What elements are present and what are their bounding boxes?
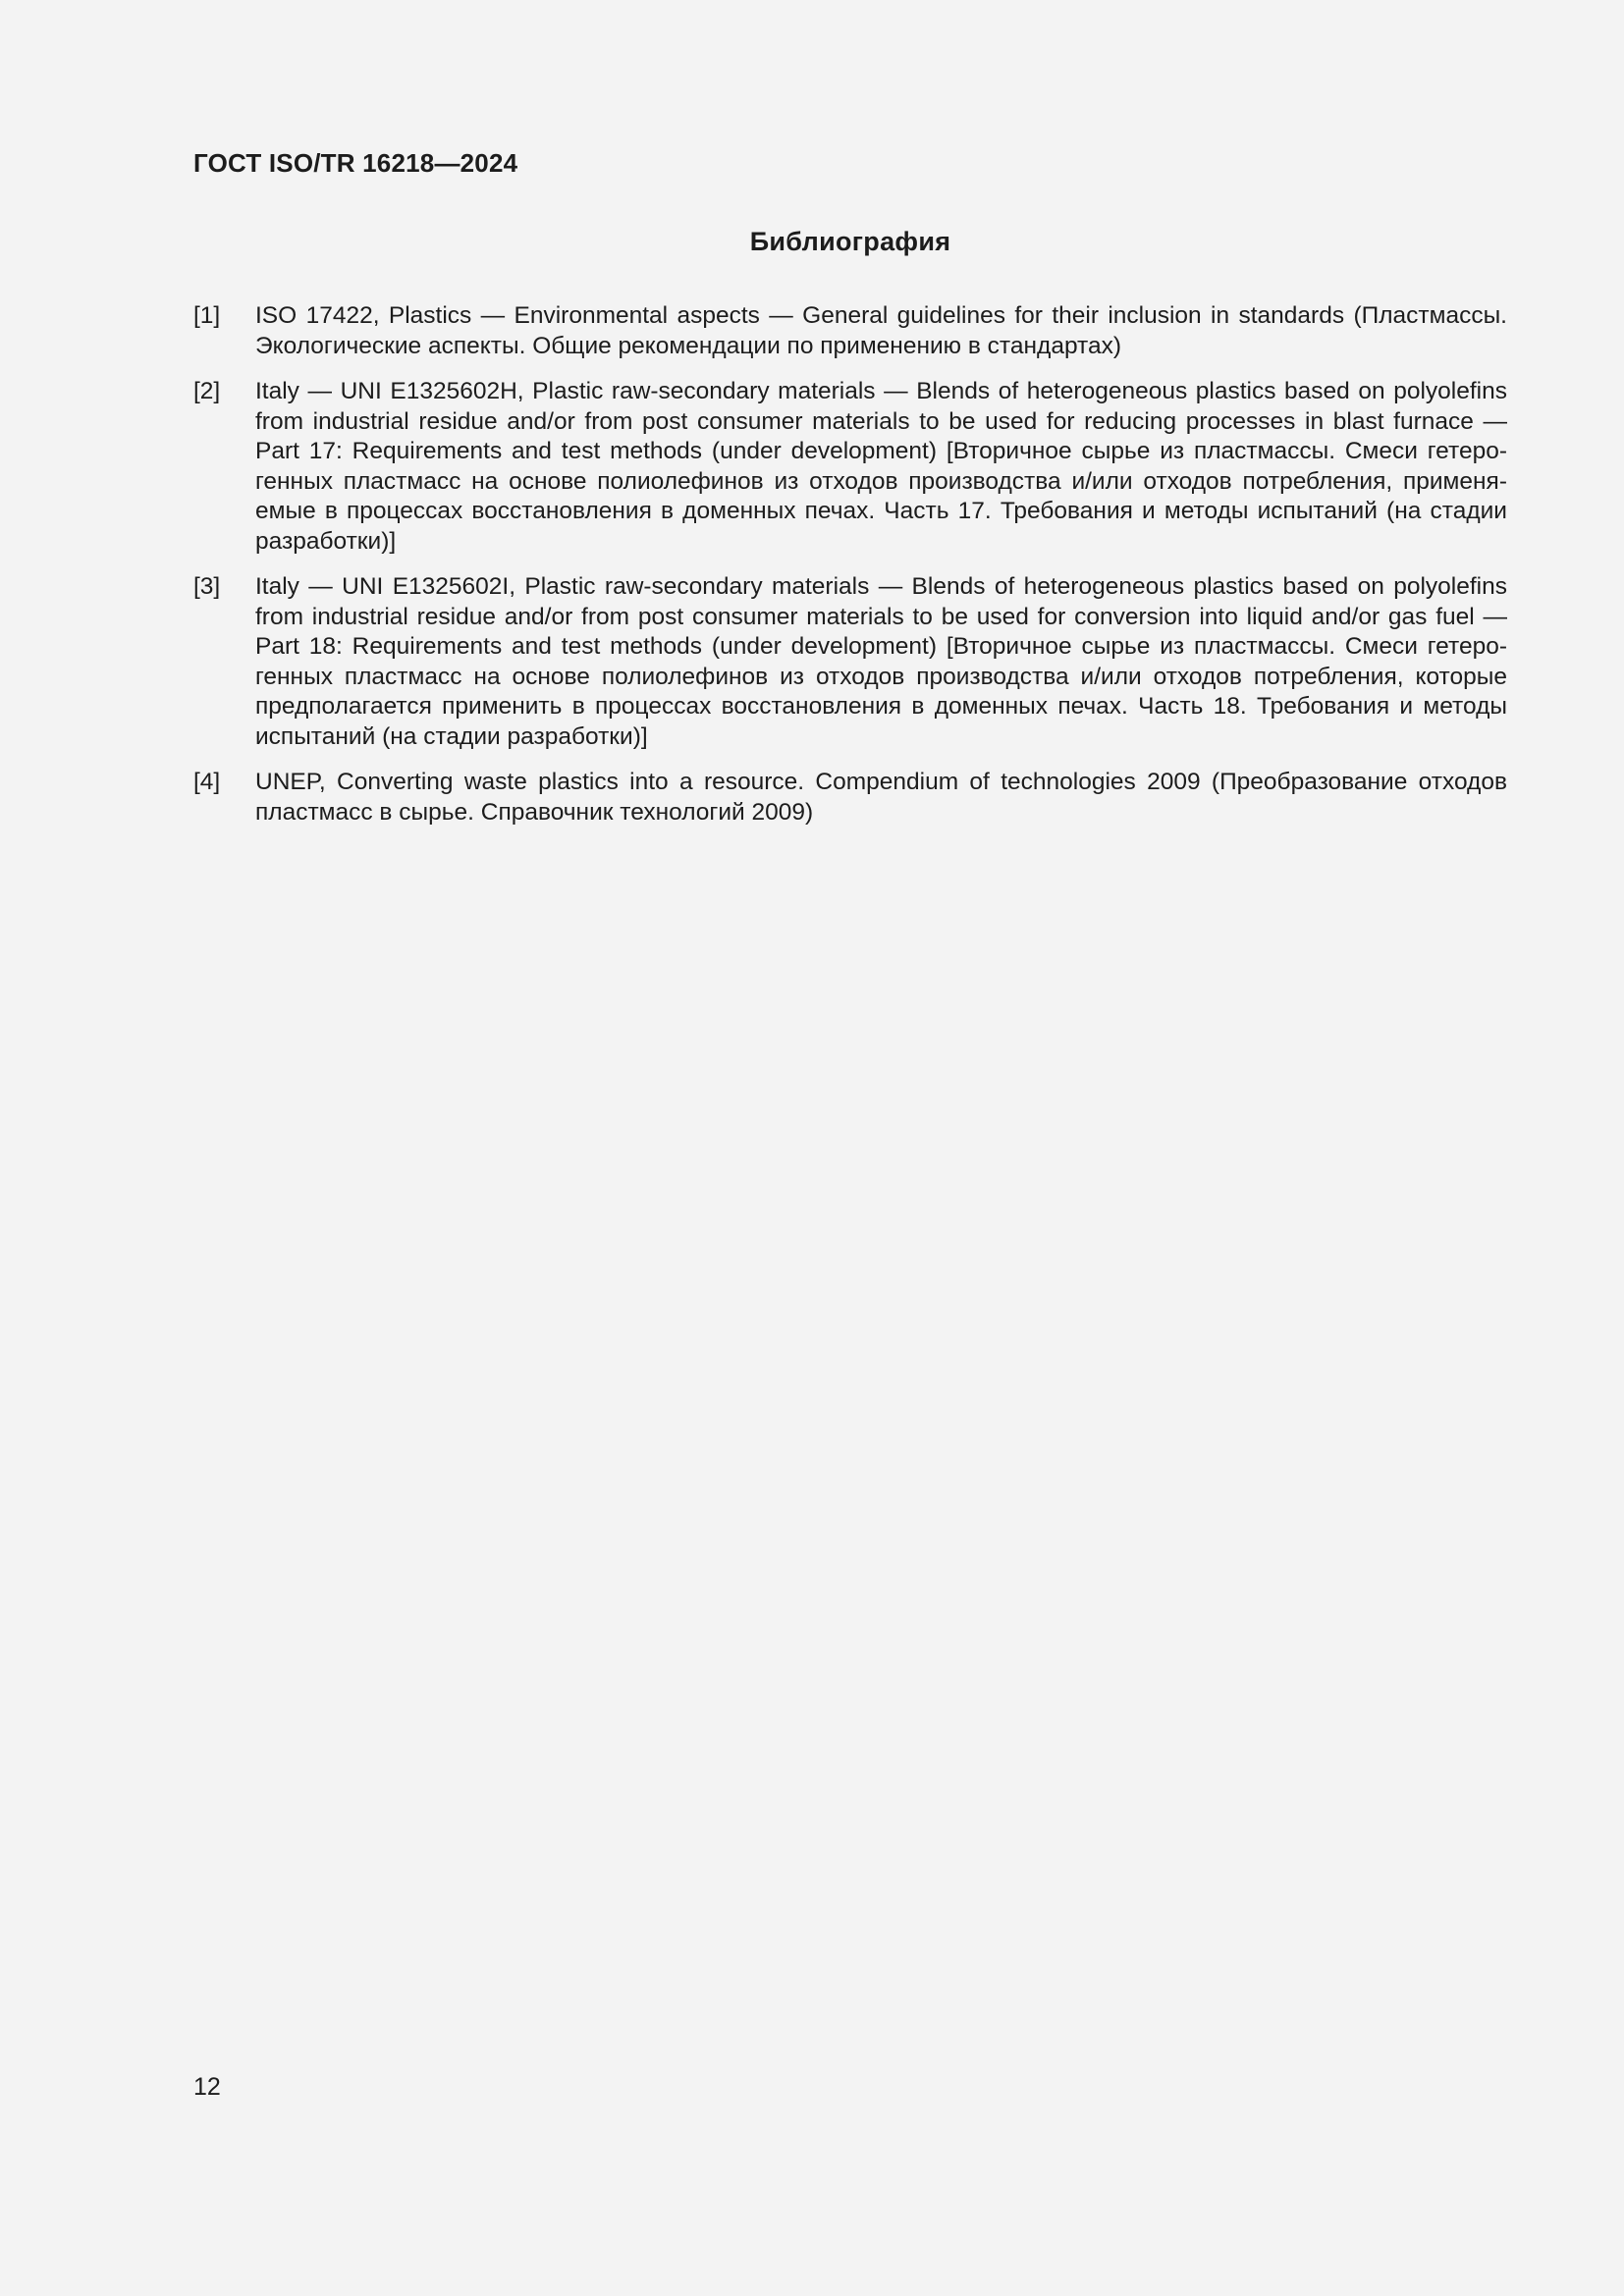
- document-code-header: ГОСТ ISO/TR 16218—2024: [193, 148, 518, 178]
- bibliography-entry: [193, 301, 1507, 361]
- entry-number: [1]: [193, 302, 221, 329]
- section-title: Библиография: [749, 227, 951, 256]
- entry-text: ISO 17422, Plastics — Environmental aspects — General guidelines for their inclusion in standards (Пластмассы. Экологические аспекты. Общие рекомендации по применению в стандартах): [255, 302, 1507, 359]
- bibliography-entry: [193, 377, 1507, 557]
- bibliography-entry: [193, 572, 1507, 752]
- entry-number: [4]: [193, 769, 221, 795]
- entry-number: [2]: [193, 378, 221, 404]
- entry-text: Italy — UNI E1325602H, Plastic raw-secondary materials — Blends of heterogeneous plastics based on polyolefins from industrial residue and/or from post consumer materials to be used for reducing processes in blast furnace — Part 17: Requirements and test methods (under development) [Вторичное сырье из пластмассы. Смеси гетерогенных пластмасс на основе полиолефинов из отходов производства и/или отходов потребления, применяемые в процессах восстановления в доменных печах. Часть 17. Требования и методы испытаний (на стадии разработки)]: [255, 378, 1507, 555]
- bibliography-list: [193, 301, 1507, 843]
- entry-text: Italy — UNI E1325602I, Plastic raw-secondary materials — Blends of heterogeneous plastics based on polyolefins from industrial residue and/or from post consumer materials to be used for conversion into liquid and/or gas fuel — Part 18: Requirements and test methods (under development) [Вторичное сырье из пластмассы. Смеси гетерогенных пластмасс на основе полиолефинов из отходов производства и/или отходов потребления, которые предполагается применить в процессах восстановления в доменных печах. Часть 18. Требования и методы испытаний (на стадии разработки)]: [255, 573, 1507, 750]
- bibliography-entry: [193, 768, 1507, 828]
- page-number: 12: [193, 2073, 221, 2101]
- entry-number: [3]: [193, 573, 221, 600]
- entry-text: UNEP, Converting waste plastics into a resource. Compendium of technologies 2009 (Преобразование отходов пластмасс в сырье. Справочник технологий 2009): [255, 769, 1507, 826]
